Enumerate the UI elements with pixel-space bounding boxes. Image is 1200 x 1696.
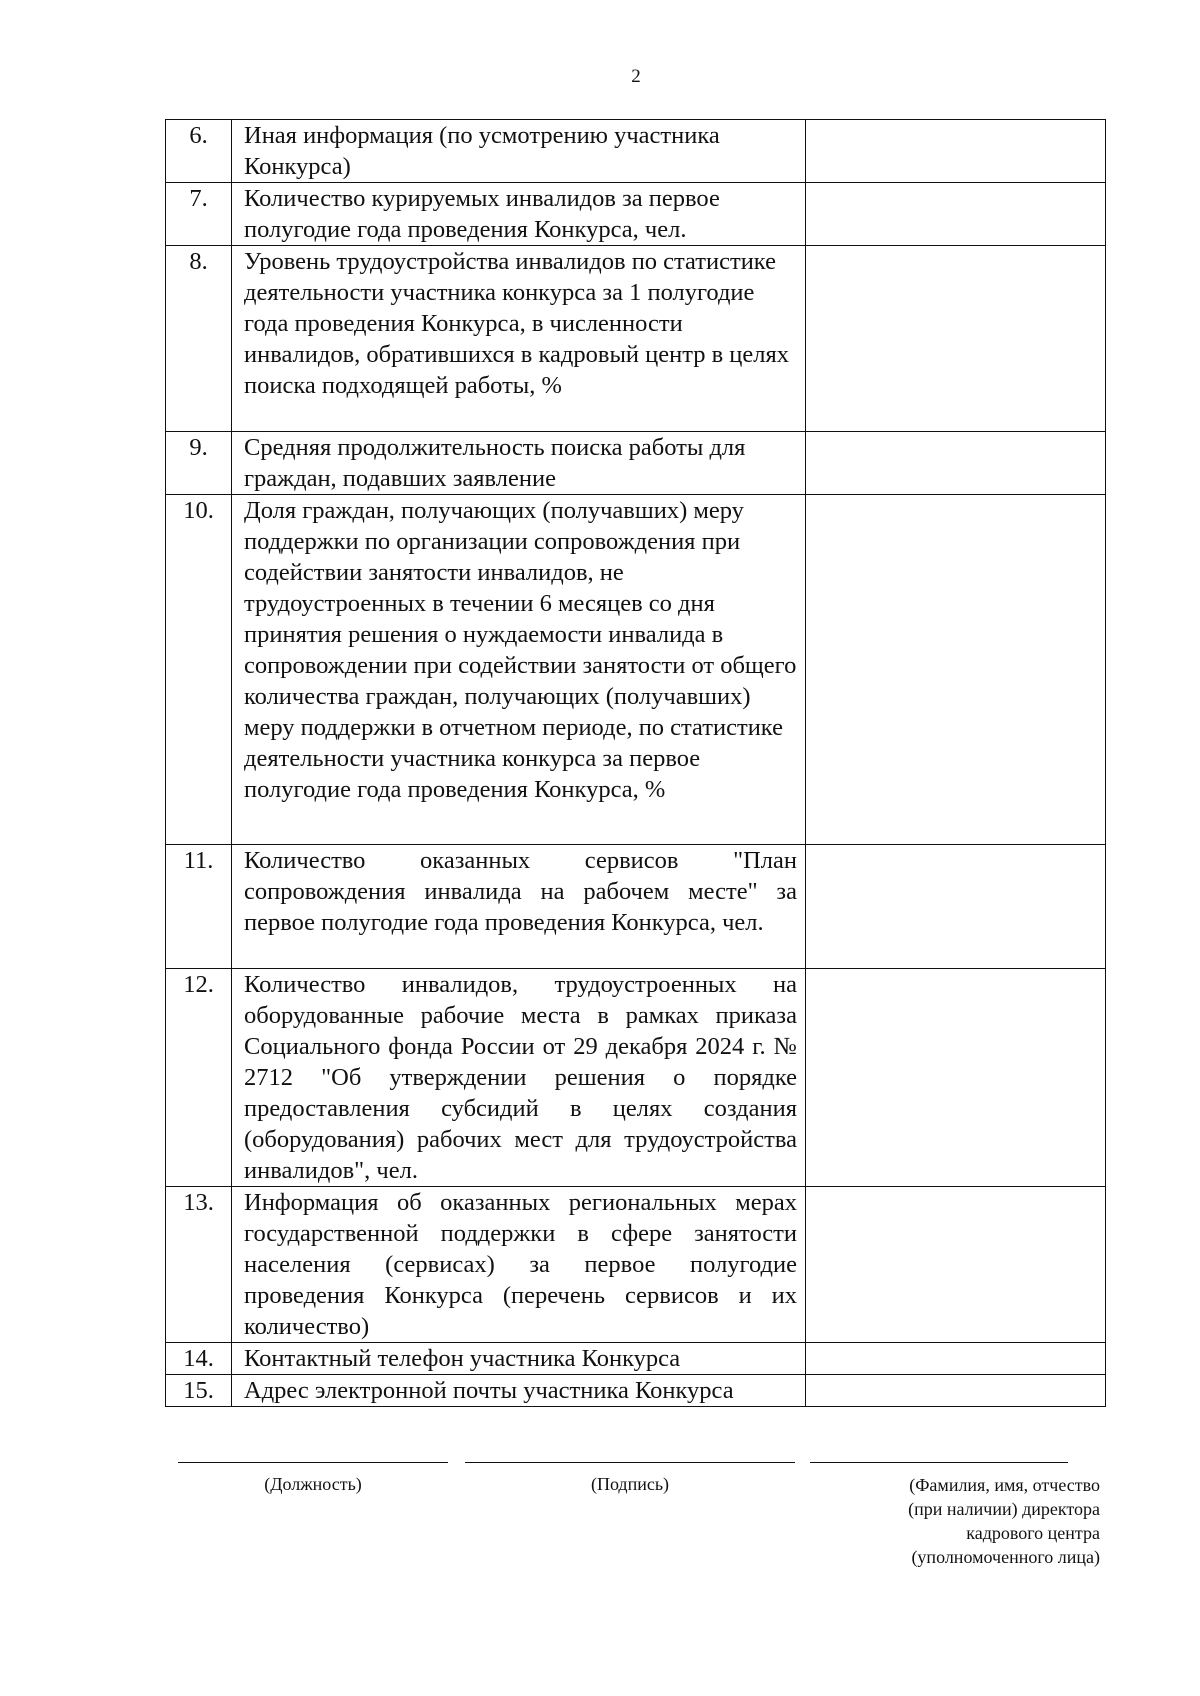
row-number: 11.: [166, 845, 232, 969]
row-number: 8.: [166, 246, 232, 432]
name-label-line: (при наличии) директора: [908, 1499, 1100, 1519]
table-row: [166, 1187, 1106, 1343]
row-number: 14.: [166, 1343, 232, 1375]
row-number: 7.: [166, 183, 232, 246]
row-text: Доля граждан, получающих (получавших) меру поддержки по организации сопровождения при содействии занятости инвалидов, не трудоустроенных в течении 6 месяцев со дня принятия решения о нуждаемости инвалида в сопровождении при содействии занятости от общего количества граждан, получающих (получавших) меру поддержки в отчетном периоде, по статистике деятельности участника конкурса за первое полугодие года проведения Конкурса, %: [232, 495, 806, 845]
table-body: [166, 120, 1106, 1407]
row-value-cell[interactable]: [806, 1187, 1106, 1343]
row-value-cell[interactable]: [806, 120, 1106, 183]
row-value-cell[interactable]: [806, 432, 1106, 495]
row-text: Уровень трудоустройства инвалидов по статистике деятельности участника конкурса за 1 полугодие года проведения Конкурса, в численности инвалидов, обратившихся в кадровый центр в целях поиска подходящей работы, %: [232, 246, 806, 432]
table-row: [166, 120, 1106, 183]
info-table: [165, 119, 1106, 1407]
row-text: Информация об оказанных региональных мерах государственной поддержки в сфере занятости населения (сервисах) за первое полугодие проведения Конкурса (перечень сервисов и их количество): [232, 1187, 806, 1343]
row-value-cell[interactable]: [806, 183, 1106, 246]
row-number: 15.: [166, 1375, 232, 1407]
page-number: 2: [631, 66, 641, 87]
table-row: [166, 246, 1106, 432]
signature-label: (Подпись): [590, 1474, 670, 1494]
table-row: [166, 969, 1106, 1187]
name-label-line: кадрового центра: [966, 1523, 1100, 1543]
row-number: 9.: [166, 432, 232, 495]
table-row: [166, 845, 1106, 969]
row-number: 6.: [166, 120, 232, 183]
row-value-cell[interactable]: [806, 1343, 1106, 1375]
row-text: Контактный телефон участника Конкурса: [232, 1343, 806, 1375]
row-text: Средняя продолжительность поиска работы для граждан, подавших заявление: [232, 432, 806, 495]
row-value-cell[interactable]: [806, 246, 1106, 432]
row-text: Адрес электронной почты участника Конкурса: [232, 1375, 806, 1407]
row-value-cell[interactable]: [806, 1375, 1106, 1407]
name-label-line: (Фамилия, имя, отчество: [909, 1475, 1100, 1495]
row-text: Количество курируемых инвалидов за первое полугодие года проведения Конкурса, чел.: [232, 183, 806, 246]
position-line: [178, 1462, 448, 1463]
table-row: [166, 183, 1106, 246]
position-label: (Должность): [264, 1474, 362, 1494]
table-row: [166, 1343, 1106, 1375]
name-line: [810, 1462, 1068, 1463]
table-row: [166, 1375, 1106, 1407]
row-text: Количество оказанных сервисов "План сопровождения инвалида на рабочем месте" за первое полугодие года проведения Конкурса, чел.: [232, 845, 806, 969]
row-text: Количество инвалидов, трудоустроенных на оборудованные рабочие места в рамках приказа Социального фонда России от 29 декабря 2024 г. № 2712 "Об утверждении решения о порядке предоставления субсидий в целях создания (оборудования) рабочих мест для трудоустройства инвалидов", чел.: [232, 969, 806, 1187]
row-value-cell[interactable]: [806, 495, 1106, 845]
row-number: 10.: [166, 495, 232, 845]
row-number: 12.: [166, 969, 232, 1187]
row-number: 13.: [166, 1187, 232, 1343]
name-label-line: (уполномоченного лица): [911, 1547, 1100, 1567]
table-row: [166, 495, 1106, 845]
row-value-cell[interactable]: [806, 969, 1106, 1187]
signature-line: [465, 1462, 795, 1463]
row-text: Иная информация (по усмотрению участника Конкурса): [232, 120, 806, 183]
row-value-cell[interactable]: [806, 845, 1106, 969]
name-label: [908, 1473, 1100, 1569]
table-row: [166, 432, 1106, 495]
